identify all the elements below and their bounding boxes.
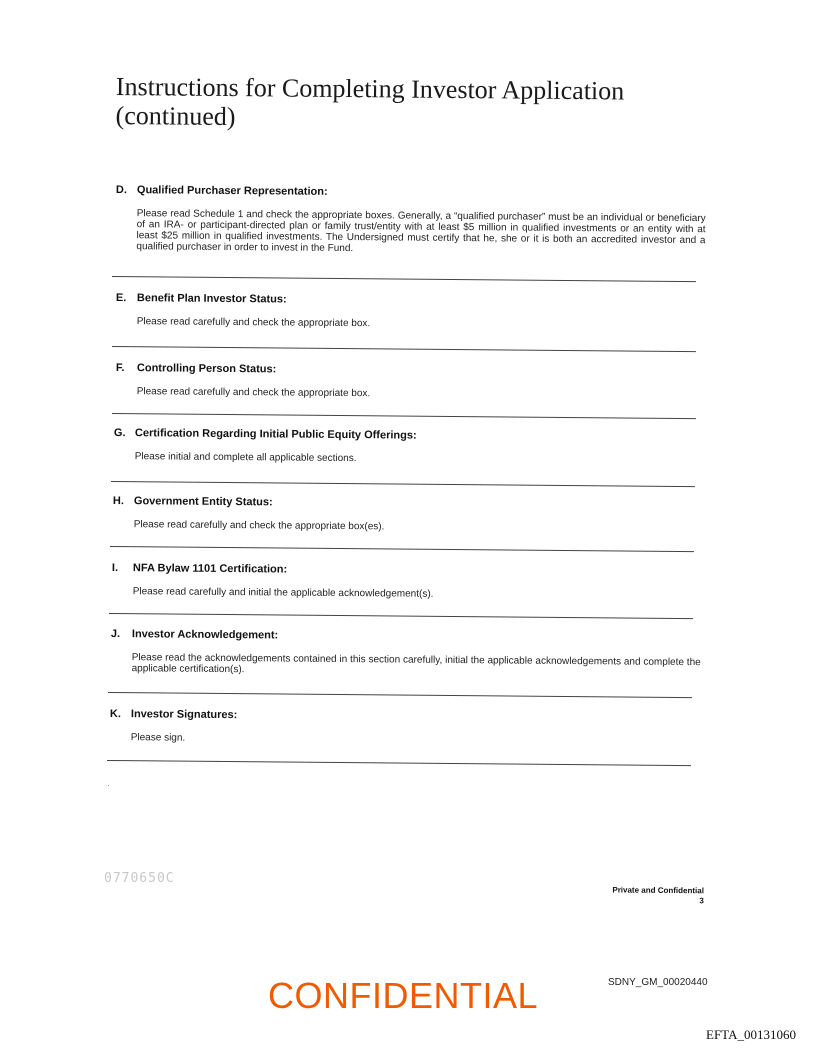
section-letter: I. [111,561,119,575]
confidential-watermark: CONFIDENTIAL [268,975,539,1016]
section-title: Qualified Purchaser Representation: [136,184,328,198]
section-instructions: Please initial and complete all applicable sections. [134,451,357,465]
section-title: Controlling Person Status: [136,362,277,376]
section-ipo-certification [114,426,704,467]
section-heading [116,183,706,202]
section-letter: D. [115,183,127,197]
section-benefit-plan-investor [116,291,706,332]
faded-stamp: 0770650C [104,871,175,886]
section-heading [116,291,706,310]
confidentiality-label: Private and Confidential [612,885,704,896]
section-heading [113,494,703,513]
section-divider [111,481,695,487]
section-qualified-purchaser [115,183,706,257]
section-heading [111,627,701,646]
section-letter: J. [110,627,121,641]
scan-speck: · [107,781,110,790]
section-title: Certification Regarding Initial Public Equity Offerings: [134,427,417,442]
section-instructions: Please read carefully and check the appropriate box(es). [133,519,385,533]
section-title: Government Entity Status: [133,495,273,509]
section-investor-acknowledgement [111,627,701,679]
section-instructions: Please sign. [130,732,186,744]
page-title [115,72,715,135]
bates-number: SDNY_GM_00020440 [608,977,708,988]
section-divider [108,692,692,698]
section-instructions: Please read carefully and check the appropriate box. [136,386,371,400]
section-letter: H. [112,494,124,508]
page-title-line-1: Instructions for Completing Investor Application [115,72,625,106]
section-divider [112,413,696,419]
section-title: Investor Acknowledgement: [131,628,279,642]
section-heading [110,707,700,726]
efta-number: EFTA_00131060 [706,1027,796,1042]
footer-confidentiality [560,885,704,906]
section-instructions: Please read Schedule 1 and check the appropriate boxes. Generally, a “qualified purchaser” must be an individual or beneficiary of an IRA- or participant-directed plan or family trust/entity with at least $5 million in qualified investments or an entity with at least $25 million in qualified investments. The Undersigned must certify that he, she or it is both an accredited investor and a qualified purchaser in order to invest in the Fund. [136,208,706,255]
section-title: Benefit Plan Investor Status: [136,292,287,306]
section-controlling-person [116,361,706,402]
section-divider [109,613,693,619]
section-letter: F. [115,361,125,375]
section-investor-signatures [110,707,700,748]
section-divider [112,276,696,282]
section-instructions: Please read carefully and check the appropriate box. [136,316,371,330]
section-letter: E. [115,291,127,305]
section-instructions: Please read carefully and initial the applicable acknowledgement(s). [132,586,434,600]
section-heading [112,561,702,580]
section-title: NFA Bylaw 1101 Certification: [132,562,288,576]
page-title-line-2: (continued) [115,100,236,132]
page-number: 3 [699,896,704,906]
section-letter: K. [109,707,121,721]
section-divider [112,346,696,352]
section-government-entity [113,494,703,535]
section-letter: G. [113,426,126,440]
section-divider [110,546,694,552]
section-heading [116,361,706,380]
section-instructions: Please read the acknowledgements contained in this section carefully, initial the applicable acknowledgements and complete the applicable certification(s). [131,652,701,676]
section-title: Investor Signatures: [130,708,238,722]
section-heading [114,426,704,445]
section-divider [107,760,691,766]
section-nfa-bylaw [112,561,702,602]
